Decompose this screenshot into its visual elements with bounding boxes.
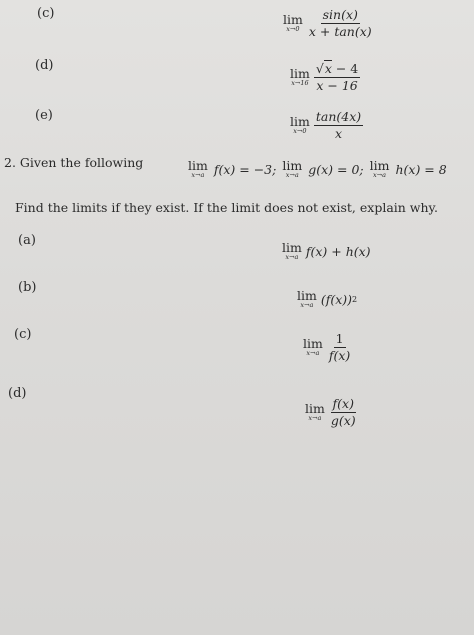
fraction: $\frac{f(x)}{g(x)}$ (330, 396, 356, 428)
part-b-expression: lim x→a (f(x)) 2 (297, 288, 358, 309)
part-b-label: (b) (18, 280, 37, 295)
problem-2-heading: 2. Given the following (4, 155, 144, 170)
limit-operator: lim x→a (188, 158, 208, 179)
item-e-label: (e) (35, 108, 53, 123)
given-conditions: lim x→a f(x) = −3; lim x→a g(x) = 0; lim x→a h(x) = 8 (188, 158, 447, 179)
limit-operator: lim x→16 (290, 66, 310, 87)
part-a-expression: lim x→a f(x) + h(x) (282, 240, 371, 261)
limit-operator: lim x→a (282, 158, 303, 179)
fraction: $\frac{\tan(4x)}{x}$ (315, 109, 362, 141)
limit-operator: lim x→0 (283, 12, 303, 33)
item-c-label: (c) (37, 6, 55, 21)
item-d-label: (d) (35, 58, 54, 73)
fraction: $\frac{\sin(x)}{x + \tan(x)}$ (308, 7, 372, 39)
limit-operator: lim x→a (282, 240, 302, 261)
limit-operator: lim x→a (297, 288, 317, 309)
sqrt-sign: √ (315, 61, 324, 76)
limit-operator: lim x→a (369, 158, 390, 179)
limit-operator: lim x→a (305, 401, 325, 422)
limit-operator: lim x→0 (290, 114, 310, 135)
part-a-label: (a) (18, 233, 36, 248)
limit-operator: lim x→a (303, 336, 323, 357)
instruction-text: Find the limits if they exist. If the limit does not exist, explain why. (15, 200, 438, 215)
part-c-label: (c) (14, 327, 32, 342)
part-d-label: (d) (8, 386, 27, 401)
item-e-expression (290, 110, 363, 141)
fraction: $\frac{√x - 4}{x - 16}$ (315, 61, 359, 93)
fraction: $\frac{1}{f(x)}$ (328, 331, 351, 363)
part-d-expression (305, 397, 358, 428)
item-d-expression (290, 62, 360, 93)
item-c-expression (283, 8, 374, 39)
part-c-expression (303, 332, 352, 363)
